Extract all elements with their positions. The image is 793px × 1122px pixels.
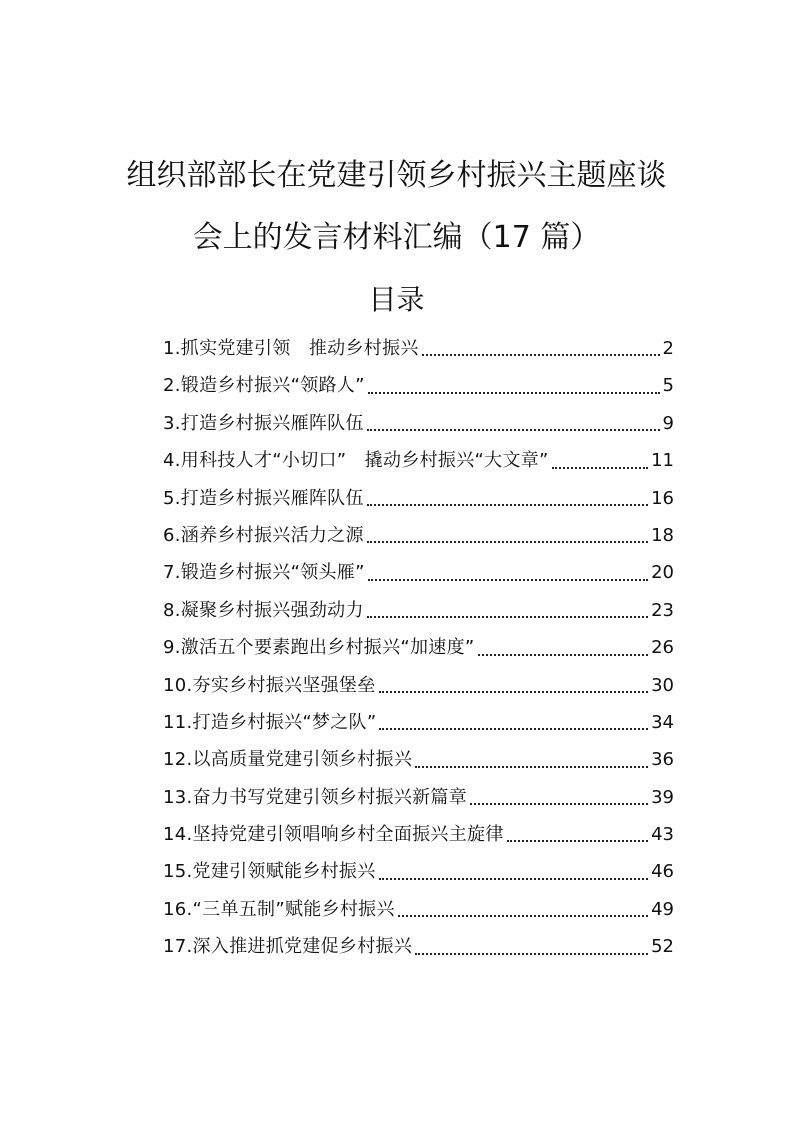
toc-dot-leader bbox=[415, 766, 648, 768]
toc-item-title: 16.“三单五制”赋能乡村振兴 bbox=[163, 898, 395, 920]
toc-item-title: 7.锻造乡村振兴“领头雁” bbox=[163, 562, 365, 584]
toc-item-title: 2.锻造乡村振兴“领路人” bbox=[163, 375, 365, 397]
toc-item-title: 10.夯实乡村振兴坚强堡垒 bbox=[163, 674, 376, 696]
toc-item[interactable] bbox=[163, 674, 674, 711]
toc-item-title: 9.激活五个要素跑出乡村振兴“加速度” bbox=[163, 637, 475, 659]
table-of-contents bbox=[163, 337, 674, 973]
toc-item-page: 20 bbox=[651, 562, 674, 584]
toc-item-title: 5.打造乡村振兴雁阵队伍 bbox=[163, 487, 364, 509]
toc-item-title: 14.坚持党建引领唱响乡村全面振兴主旋律 bbox=[163, 824, 504, 846]
toc-item[interactable] bbox=[163, 599, 674, 636]
toc-item-title: 8.凝聚乡村振兴强劲动力 bbox=[163, 599, 364, 621]
document-title-line-2: 会上的发言材料汇编（17 篇） bbox=[192, 220, 601, 255]
toc-item[interactable] bbox=[163, 561, 674, 598]
toc-item[interactable] bbox=[163, 786, 674, 823]
toc-item[interactable] bbox=[163, 823, 674, 860]
toc-item-page: 23 bbox=[651, 599, 674, 621]
toc-item[interactable] bbox=[163, 898, 674, 935]
toc-dot-leader bbox=[478, 654, 649, 656]
toc-dot-leader bbox=[398, 915, 648, 917]
toc-item[interactable] bbox=[163, 636, 674, 673]
toc-item-title: 4.用科技人才“小切口” 撬动乡村振兴“大文章” bbox=[163, 450, 549, 472]
toc-dot-leader bbox=[379, 728, 648, 730]
toc-item-page: 11 bbox=[651, 450, 674, 472]
toc-dot-leader bbox=[368, 392, 660, 394]
toc-dot-leader bbox=[367, 504, 648, 506]
toc-item[interactable] bbox=[163, 524, 674, 561]
toc-item-title: 13.奋力书写党建引领乡村振兴新篇章 bbox=[163, 786, 468, 808]
toc-dot-leader bbox=[470, 803, 648, 805]
toc-item[interactable] bbox=[163, 487, 674, 524]
toc-dot-leader bbox=[367, 616, 648, 618]
toc-item-page: 39 bbox=[651, 786, 674, 808]
toc-item-page: 52 bbox=[651, 936, 674, 958]
toc-item-page: 30 bbox=[651, 674, 674, 696]
toc-item-page: 2 bbox=[662, 338, 674, 359]
toc-dot-leader bbox=[507, 840, 648, 842]
toc-item-page: 43 bbox=[651, 824, 674, 846]
toc-dot-leader bbox=[552, 467, 648, 469]
toc-item-title: 12.以高质量党建引领乡村振兴 bbox=[163, 749, 413, 771]
document-title-line-1: 组织部部长在党建引领乡村振兴主题座谈 bbox=[126, 158, 667, 193]
toc-item-page: 26 bbox=[651, 637, 674, 659]
toc-item-title: 6.涵养乡村振兴活力之源 bbox=[163, 524, 364, 546]
toc-item-title: 15.党建引领赋能乡村振兴 bbox=[163, 861, 376, 883]
toc-item-page: 34 bbox=[651, 711, 674, 733]
toc-item-page: 36 bbox=[651, 749, 674, 771]
toc-item-page: 46 bbox=[651, 861, 674, 883]
toc-item-page: 16 bbox=[651, 487, 674, 509]
toc-item[interactable] bbox=[163, 374, 674, 411]
toc-item-title: 3.打造乡村振兴雁阵队伍 bbox=[163, 412, 364, 434]
toc-dot-leader bbox=[367, 429, 660, 431]
toc-item-title: 1.抓实党建引领 推动乡村振兴 bbox=[163, 338, 419, 359]
toc-item-page: 18 bbox=[651, 524, 674, 546]
toc-item[interactable] bbox=[163, 860, 674, 897]
toc-item[interactable] bbox=[163, 935, 674, 972]
toc-dot-leader bbox=[379, 691, 649, 693]
toc-dot-leader bbox=[367, 541, 648, 543]
toc-item[interactable] bbox=[163, 337, 674, 374]
toc-dot-leader bbox=[422, 354, 660, 356]
toc-item-page: 5 bbox=[662, 375, 674, 397]
toc-item-page: 49 bbox=[651, 898, 674, 920]
toc-item[interactable] bbox=[163, 748, 674, 785]
toc-heading: 目录 bbox=[368, 283, 425, 316]
toc-item[interactable] bbox=[163, 412, 674, 449]
toc-item[interactable] bbox=[163, 449, 674, 486]
toc-item-title: 11.打造乡村振兴“梦之队” bbox=[163, 711, 377, 733]
toc-dot-leader bbox=[368, 579, 648, 581]
toc-dot-leader bbox=[415, 953, 648, 955]
toc-item[interactable] bbox=[163, 711, 674, 748]
toc-item-title: 17.深入推进抓党建促乡村振兴 bbox=[163, 936, 413, 958]
toc-dot-leader bbox=[379, 878, 649, 880]
toc-item-page: 9 bbox=[662, 412, 674, 434]
